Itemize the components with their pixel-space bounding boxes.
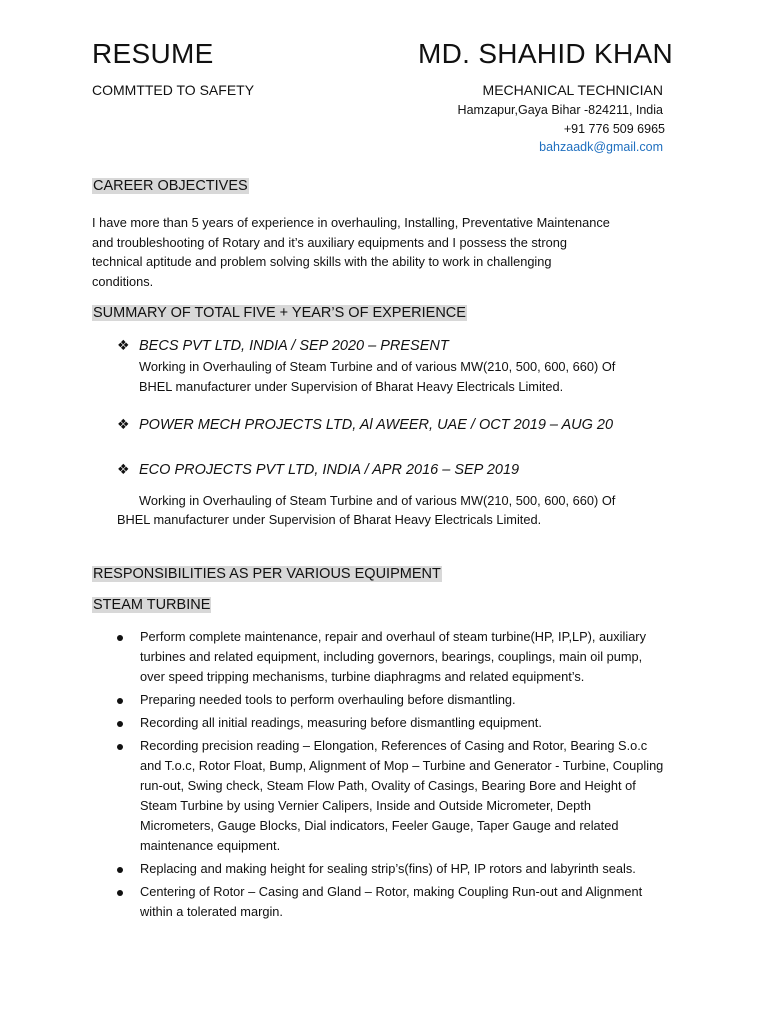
list-item-text: Recording all initial readings, measuring before dismantling equipment.	[140, 715, 542, 730]
job-desc-line: BHEL manufacturer under Supervision of Bharat Heavy Electricals Limited.	[117, 512, 542, 527]
list-item-text: Recording precision reading – Elongation, References of Casing and Rotor, Bearing S.o.c and T.o.c, Rotor Float, Bump, Alignment of Mop – Turbine and Generator - Turbine, Coupling run-out, Swing check, Steam Flow Path, Ovality of Casings, Bearing Bore and Height of Steam Turbine by using Vernier Calipers, Inside and Outside Micrometer, Depth Micrometers, Gauge Blocks, Dial indicators, Feeler Gauge, Taper Gauge and related maintenance equipment.	[140, 738, 664, 853]
diamond-bullet-icon: ❖	[117, 337, 130, 353]
list-item	[117, 859, 665, 879]
tagline: COMMTTED TO SAFETY	[92, 82, 255, 98]
job-description	[139, 357, 615, 396]
job-desc-line: Working in Overhauling of Steam Turbine and of various MW(210, 500, 600, 660) Of	[139, 493, 616, 508]
summary-heading: SUMMARY OF TOTAL FIVE + YEAR’S OF EXPERIENCE	[93, 305, 466, 321]
job-desc-line: Working in Overhauling of Steam Turbine and of various MW(210, 500, 600, 660) Of	[139, 359, 616, 374]
list-item	[117, 713, 665, 733]
job-entry-power-mech	[117, 416, 613, 433]
job-role: MECHANICAL TECHNICIAN	[482, 82, 663, 98]
career-line: technical aptitude and problem solving skills with the ability to work in challenging	[92, 254, 552, 269]
resume-label: RESUME	[92, 38, 214, 69]
list-item	[117, 690, 665, 710]
career-objectives-heading: CAREER OBJECTIVES	[93, 178, 248, 194]
list-item-text: Preparing needed tools to perform overhauling before dismantling.	[140, 692, 516, 707]
bullet-dot-icon	[117, 744, 123, 750]
job-title: ECO PROJECTS PVT LTD, INDIA / APR 2016 – SEP 2019	[139, 462, 520, 478]
list-item	[117, 882, 665, 922]
job-title: POWER MECH PROJECTS LTD, Al AWEER, UAE / OCT 2019 – AUG 20	[139, 417, 614, 433]
list-item	[117, 627, 665, 687]
candidate-name: MD. SHAHID KHAN	[418, 38, 673, 69]
career-objectives-text	[92, 213, 682, 291]
bullet-dot-icon	[117, 698, 123, 704]
list-item-text: Centering of Rotor – Casing and Gland – Rotor, making Coupling Run-out and Alignment within a tolerated margin.	[140, 884, 643, 919]
bullet-dot-icon	[117, 721, 123, 727]
address: Hamzapur,Gaya Bihar -824211, India	[457, 103, 663, 117]
diamond-bullet-icon: ❖	[117, 461, 130, 477]
job-title: BECS PVT LTD, INDIA / SEP 2020 – PRESENT	[139, 338, 449, 354]
list-item-text: Perform complete maintenance, repair and overhaul of steam turbine(HP, IP,LP), auxiliary turbines and related equipment, including governors, bearings, couplings, main oil pump, over speed tripping mechanisms, turbine diaphragms and related equipment’s.	[140, 629, 646, 684]
bullet-dot-icon	[117, 890, 123, 896]
responsibility-list	[117, 627, 665, 925]
career-line: I have more than 5 years of experience in overhauling, Installing, Preventative Maintenance	[92, 215, 610, 230]
list-item-text: Replacing and making height for sealing strip’s(fins) of HP, IP rotors and labyrinth seals.	[140, 861, 636, 876]
phone: +91 776 509 6965	[563, 122, 665, 136]
job-entry-becs	[117, 337, 449, 354]
job-entry-eco	[117, 461, 519, 478]
steam-turbine-subheading: STEAM TURBINE	[93, 597, 211, 613]
diamond-bullet-icon: ❖	[117, 416, 130, 432]
email-link[interactable]: bahzaadk@gmail.com	[539, 140, 663, 154]
career-line: conditions.	[92, 273, 154, 289]
bullet-dot-icon	[117, 867, 123, 873]
responsibilities-heading: RESPONSIBILITIES AS PER VARIOUS EQUIPMENT	[93, 566, 441, 582]
list-item	[117, 736, 665, 856]
career-line: and troubleshooting of Rotary and it’s auxiliary equipments and I possess the strong	[92, 234, 567, 250]
job-desc-line: BHEL manufacturer under Supervision of Bharat Heavy Electricals Limited.	[139, 378, 564, 394]
bullet-dot-icon	[117, 635, 123, 641]
